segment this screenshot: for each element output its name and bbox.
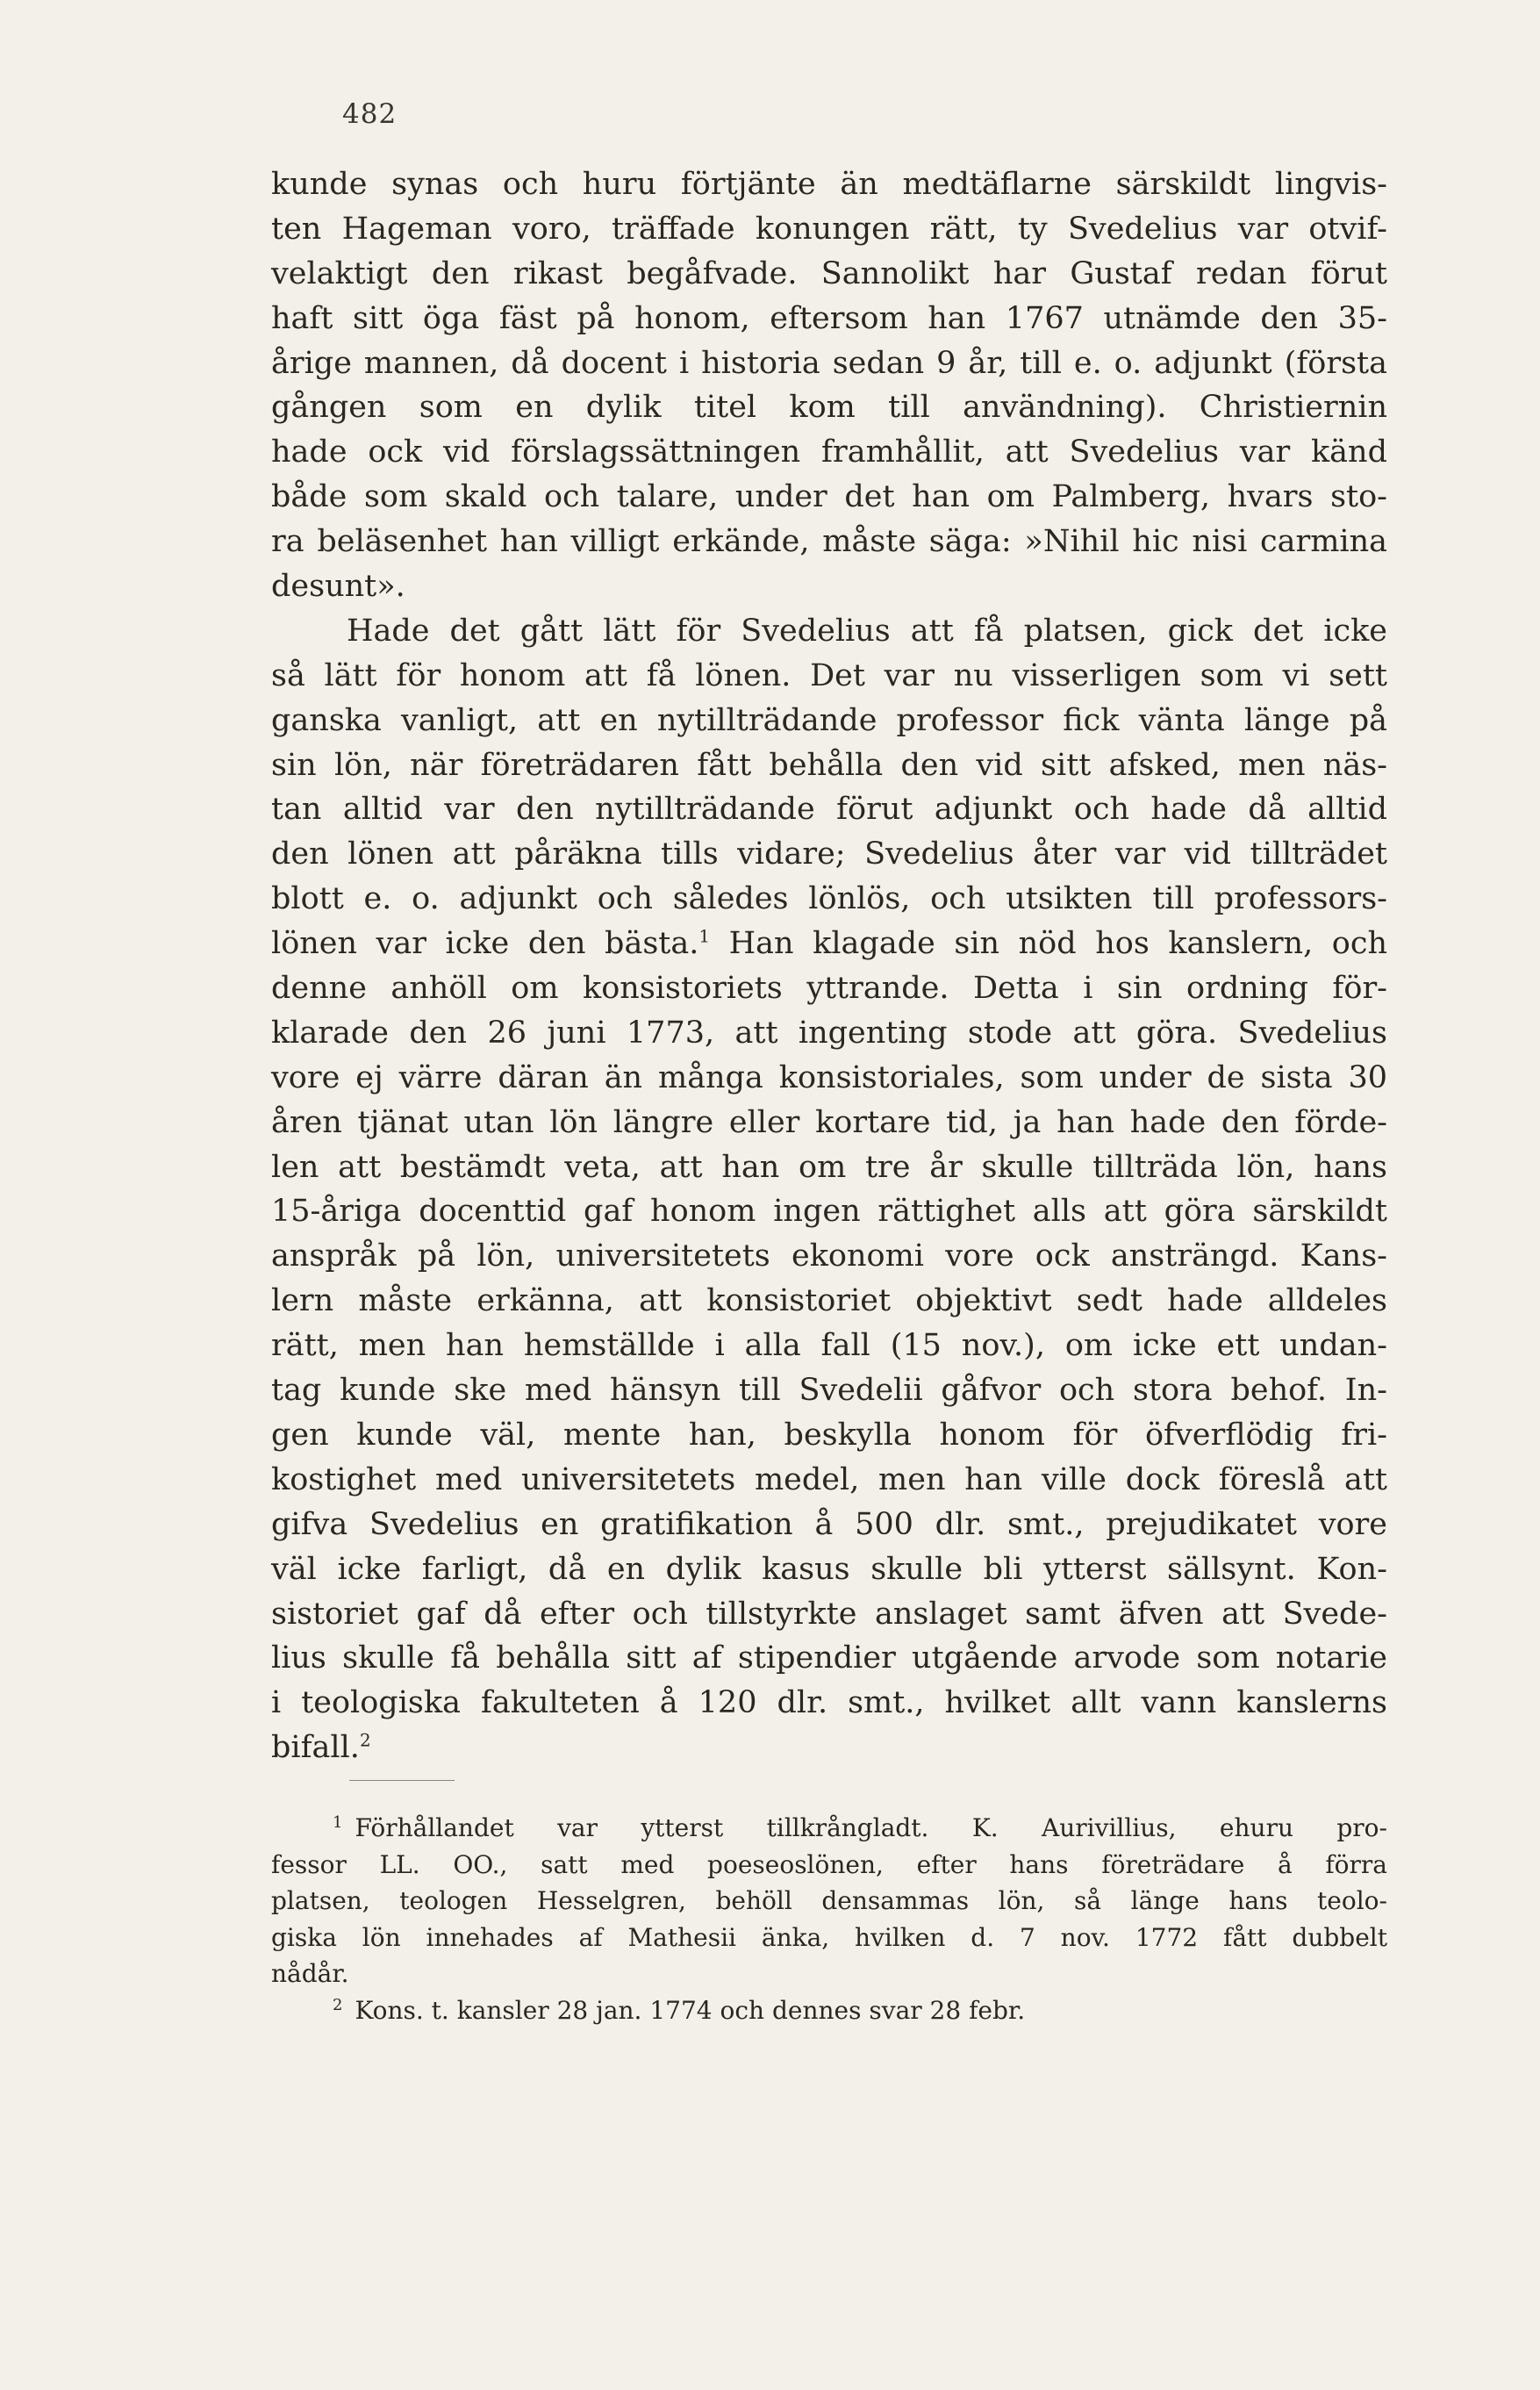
text-line: kostighet med universitetets medel, men han ville dock föreslå att [271,1461,1387,1497]
paragraph-end-line: desunt». [271,569,405,605]
footnote-marker-1: 1 [333,1812,343,1832]
text-line: klarade den 26 juni 1773, att ingenting stode att göra. Svedelius [271,1015,1387,1051]
text-line: blott e. o. adjunkt och således lönlös, och utsikten till professors- [271,881,1387,917]
footnote-1-line: nådår. [271,1959,349,1989]
text-line: årige mannen, då docent i historia sedan 9 år, till e. o. adjunkt (första [271,345,1387,381]
text-line: ganska vanligt, att en nytillträdande professor fick vänta länge på [271,702,1387,738]
text-line: len att bestämdt veta, att han om tre år skulle tillträda lön, hans [271,1149,1387,1185]
footnote-ref-2: 2 [359,1729,371,1751]
text-line: gifva Svedelius en gratifikation å 500 dlr. smt., prejudikatet vore [271,1506,1387,1542]
text-line: gen kunde väl, mente han, beskylla honom för öfverflödig fri- [271,1417,1387,1453]
text-line: ra beläsenhet han villigt erkände, måste säga: »Nihil hic nisi carmina [271,524,1387,560]
text-line: sistoriet gaf då efter och tillstyrkte anslaget samt äfven att Svede- [271,1596,1387,1632]
text-line: den lönen att påräkna tills vidare; Svedelius åter var vid tillträdet [271,836,1387,872]
text-line: gången som en dylik titel kom till användning). Christiernin [271,390,1387,426]
text-line: både som skald och talare, under det han om Palmberg, hvars sto- [271,479,1387,515]
text-line: så lätt för honom att få lönen. Det var nu visserligen som vi sett [271,657,1387,693]
paragraph-end-line: bifall.$^2$ [271,1729,371,1766]
paragraph-start-line: Hade det gått lätt för Svedelius att få platsen, gick det icke [347,613,1387,649]
text-line: haft sitt öga fäst på honom, eftersom han 1767 utnämde den 35- [271,300,1387,336]
text-line: tag kunde ske med hänsyn till Svedelii gåfvor och stora behof. In- [271,1373,1387,1409]
text-line: tan alltid var den nytillträdande förut adjunkt och hade då alltid [271,792,1387,828]
text-line: anspråk på lön, universitetets ekonomi vore ock ansträngd. Kans- [271,1238,1387,1274]
text-line: vore ej värre däran än många konsistoriales, som under de sista 30 [271,1059,1387,1095]
footnotes [271,1810,1387,2029]
text-line: 15-åriga docenttid gaf honom ingen rättighet alls att göra särskildt [271,1194,1387,1230]
footnote-1-line: platsen, teologen Hesselgren, behöll densammas lön, så länge hans teolo- [271,1886,1387,1916]
footnote-1-line: fessor LL. OO., satt med poeseoslönen, efter hans företrädare å förra [271,1849,1387,1879]
text-line: kunde synas och huru förtjänte än medtäflarne särskildt lingvis- [271,167,1387,202]
text-line: velaktigt den rikast begåfvade. Sannolikt har Gustaf redan förut [271,255,1387,291]
text-line: i teologiska fakulteten å 120 dlr. smt., hvilket allt vann kanslerns [271,1685,1387,1721]
text-line: lönen var icke den bästa.$^1$ Han klagade sin nöd hos kanslern, och [271,925,1388,962]
text-line: lern måste erkänna, att konsistoriet objektivt sedt hade alldeles [271,1283,1387,1319]
text-line: hade ock vid förslagssättningen framhållit, att Svedelius var känd [271,434,1387,470]
footnote-divider [349,1780,455,1781]
text-line: väl icke farligt, då en dylik kasus skulle bli ytterst sällsynt. Kon- [271,1551,1387,1587]
text-line: sin lön, när företrädaren fått behålla den vid sitt afsked, men näs- [271,747,1387,783]
page-number: 482 [342,98,398,130]
text-line: rätt, men han hemställde i alla fall (15 nov.), om icke ett undan- [271,1328,1387,1364]
text-line: lius skulle få behålla sitt af stipendier utgående arvode som notarie [271,1640,1387,1676]
text-line: ten Hageman voro, träffade konungen rätt, ty Svedelius var otvif- [271,211,1387,247]
footnote-marker-2: 2 [333,1995,343,2014]
text-line: åren tjänat utan lön längre eller kortare tid, ja han hade den förde- [271,1104,1387,1140]
footnote-2-line: $^2$ Kons. t. kansler 28 jan. 1774 och dennes svar 28 febr. [333,1995,1026,2025]
text-line: denne anhöll om konsistoriets yttrande. Detta i sin ordning för- [271,971,1387,1007]
body-text [271,162,1387,1770]
footnote-1-line: giska lön innehades af Mathesii änka, hvilken d. 7 nov. 1772 fått dubbelt [271,1922,1387,1952]
footnote-ref-1: 1 [698,925,711,947]
footnote-1-line: $^1$ Förhållandet var ytterst tillkrångladt. K. Aurivillius, ehuru pro- [333,1812,1387,1842]
